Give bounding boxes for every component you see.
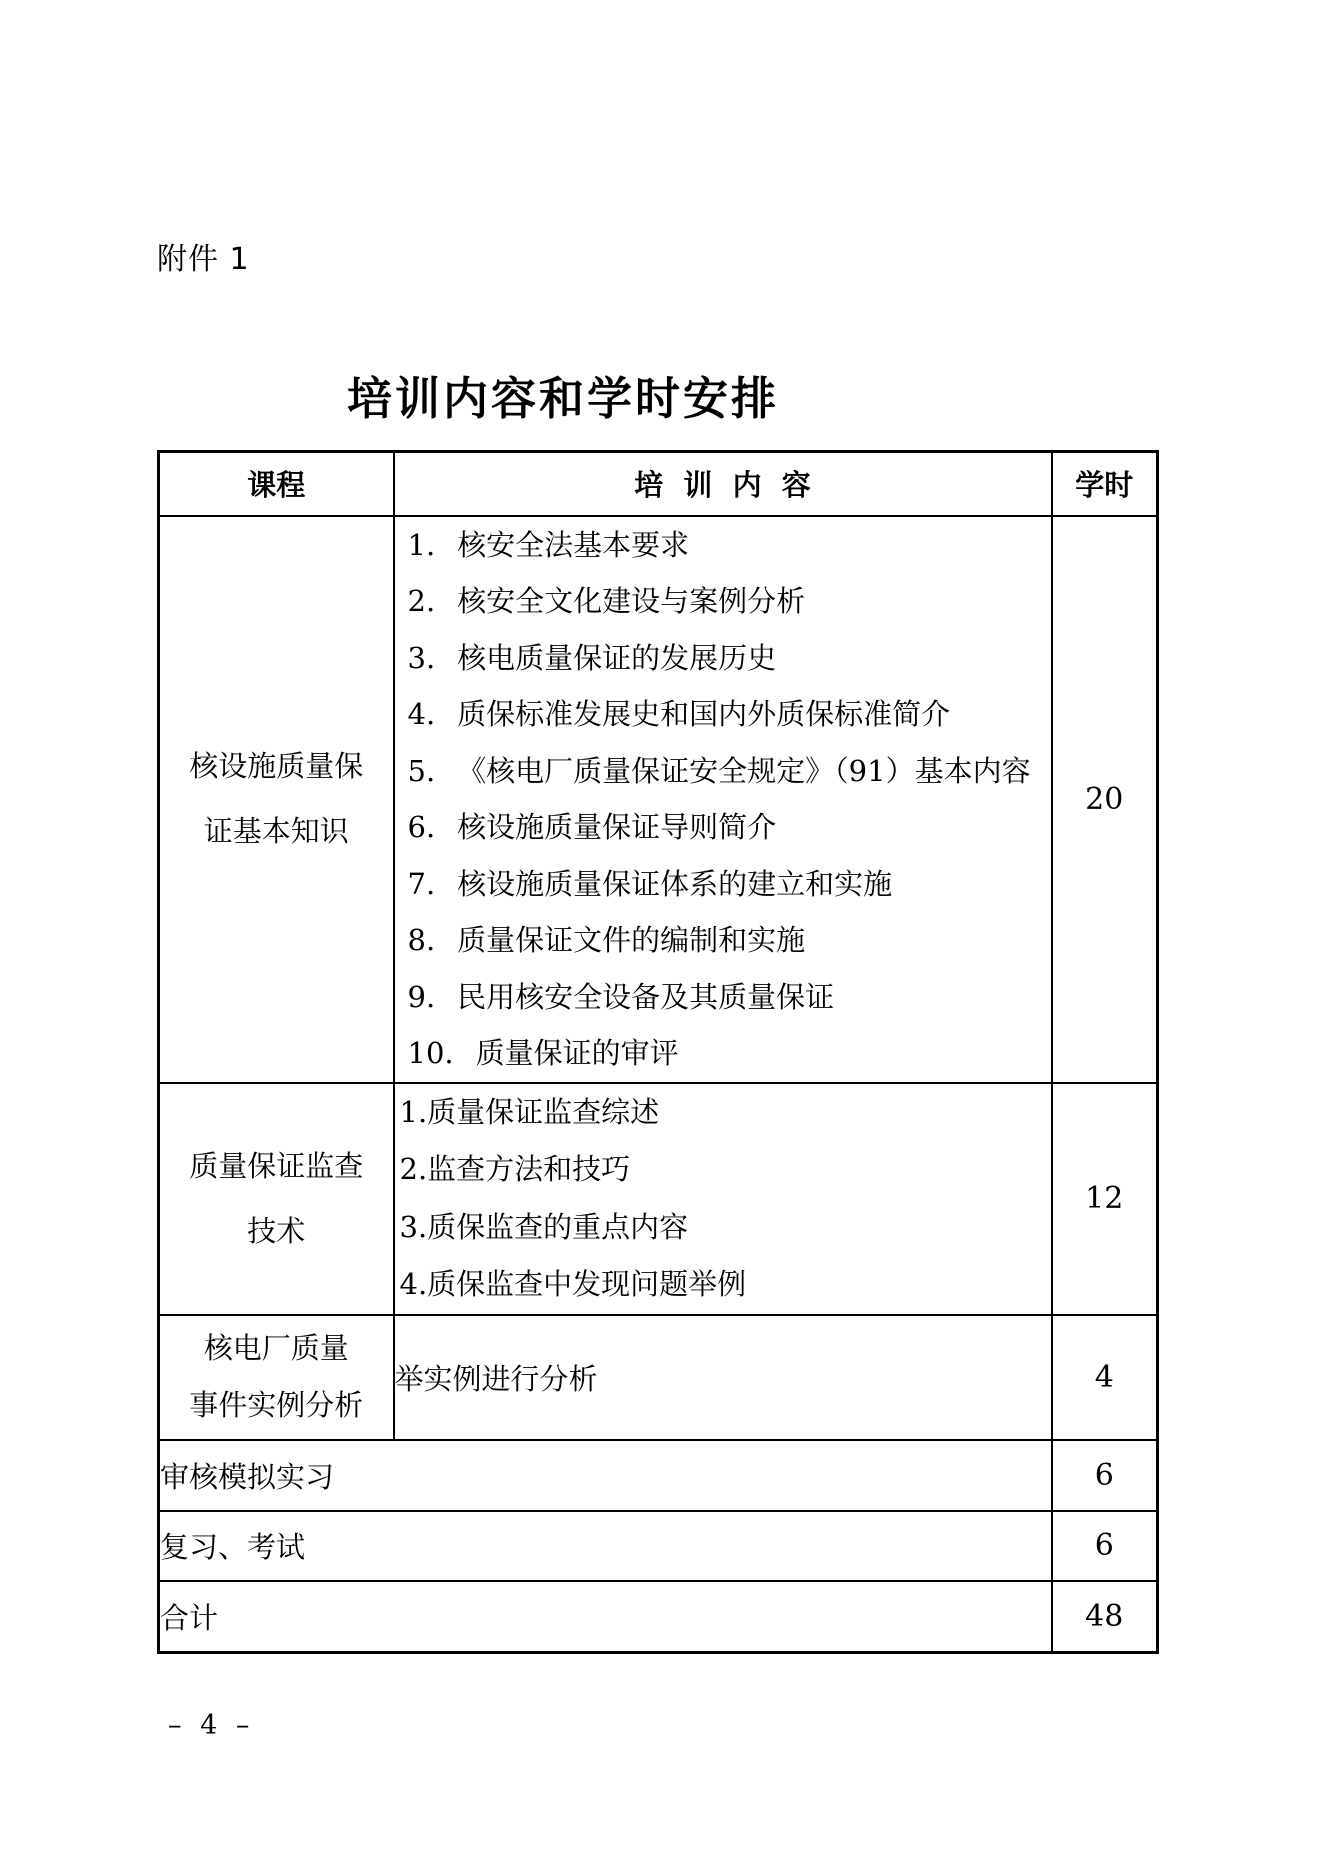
content-item	[395, 856, 1051, 913]
table-row	[159, 516, 1158, 1083]
content-item	[395, 1256, 1051, 1314]
item-number: 5.	[407, 753, 436, 788]
item-number: 7.	[407, 866, 436, 901]
item-text: 核设施质量保证体系的建立和实施	[457, 866, 893, 901]
row-label-review-exam: 复习、考试	[159, 1511, 1052, 1581]
training-schedule-table	[157, 450, 1159, 1654]
row-label-audit-practice: 审核模拟实习	[159, 1440, 1052, 1511]
course-name-line: 证基本知识	[203, 814, 349, 848]
page-title: 培训内容和学时安排	[346, 372, 779, 425]
item-text: 核电质量保证的发展历史	[457, 640, 777, 675]
item-number: 4.	[399, 1267, 428, 1301]
hours-value: 6	[1052, 1440, 1158, 1511]
course-name-line: 质量保证监查	[189, 1148, 364, 1183]
content-item	[395, 1084, 1051, 1142]
item-number: 4.	[407, 697, 436, 731]
content-item	[395, 743, 1051, 800]
course-name-line: 核电厂质量	[203, 1331, 349, 1365]
content-item	[395, 686, 1051, 743]
item-number: 3.	[407, 640, 436, 675]
item-number: 9.	[407, 979, 436, 1014]
course-cell-supervision-tech	[159, 1083, 394, 1315]
attachment-label: 附件 1	[157, 242, 250, 277]
item-text: 质保监查中发现问题举例	[427, 1267, 747, 1301]
item-text: 核安全法基本要求	[457, 527, 690, 562]
table-header-row	[159, 452, 1158, 516]
item-text: 核安全文化建设与案例分析	[457, 584, 806, 618]
course-cell-case-analysis	[159, 1315, 394, 1440]
item-text: 质保标准发展史和国内外质保标准简介	[457, 697, 951, 731]
hours-value: 4	[1052, 1315, 1158, 1440]
item-number: 3.	[399, 1209, 428, 1244]
content-item	[395, 573, 1051, 630]
content-item	[395, 799, 1051, 856]
header-course: 课程	[159, 452, 394, 516]
course-name-line: 技术	[247, 1213, 306, 1248]
content-item	[395, 969, 1051, 1026]
hours-value: 48	[1052, 1581, 1158, 1653]
item-number: 2.	[407, 584, 436, 618]
item-text: 核设施质量保证导则简介	[457, 810, 777, 844]
hours-value: 12	[1052, 1083, 1158, 1315]
item-text: 监查方法和技巧	[427, 1152, 631, 1186]
hours-value: 20	[1052, 516, 1158, 1083]
item-text: 质保监查的重点内容	[427, 1209, 689, 1244]
footer-page-number: – 4 –	[168, 1710, 255, 1741]
course-name-line: 核设施质量保	[189, 749, 364, 783]
header-training-content: 培 训 内 容	[394, 452, 1052, 516]
item-text: 质量保证文件的编制和实施	[457, 923, 806, 957]
content-item	[395, 1025, 1051, 1082]
item-number: 1.	[399, 1094, 428, 1129]
course-cell-basic-knowledge	[159, 516, 394, 1083]
table-row	[159, 1440, 1158, 1511]
header-hours: 学时	[1052, 452, 1158, 516]
table-row	[159, 1581, 1158, 1653]
course-name-line: 事件实例分析	[189, 1388, 364, 1422]
row-label-total: 合计	[159, 1581, 1052, 1653]
item-text: 质量保证的审评	[475, 1036, 679, 1070]
content-cell-case-analysis: 举实例进行分析	[394, 1315, 1052, 1440]
content-cell-basic-knowledge	[394, 516, 1052, 1083]
content-item	[395, 1141, 1051, 1199]
hours-value: 6	[1052, 1511, 1158, 1581]
item-number: 10.	[407, 1036, 454, 1070]
item-number: 1.	[407, 527, 436, 562]
content-item	[395, 517, 1051, 574]
item-text: 民用核安全设备及其质量保证	[457, 979, 835, 1014]
item-number: 8.	[407, 923, 436, 957]
content-item	[395, 630, 1051, 687]
item-text: 质量保证监查综述	[427, 1094, 660, 1129]
table-row	[159, 1083, 1158, 1315]
content-item	[395, 1199, 1051, 1257]
table-row	[159, 1315, 1158, 1440]
table-row	[159, 1511, 1158, 1581]
content-item	[395, 912, 1051, 969]
item-number: 6.	[407, 810, 436, 844]
content-cell-supervision-tech	[394, 1083, 1052, 1315]
item-text: 《核电厂质量保证安全规定》（91）基本内容	[457, 753, 1031, 788]
item-number: 2.	[399, 1152, 428, 1186]
